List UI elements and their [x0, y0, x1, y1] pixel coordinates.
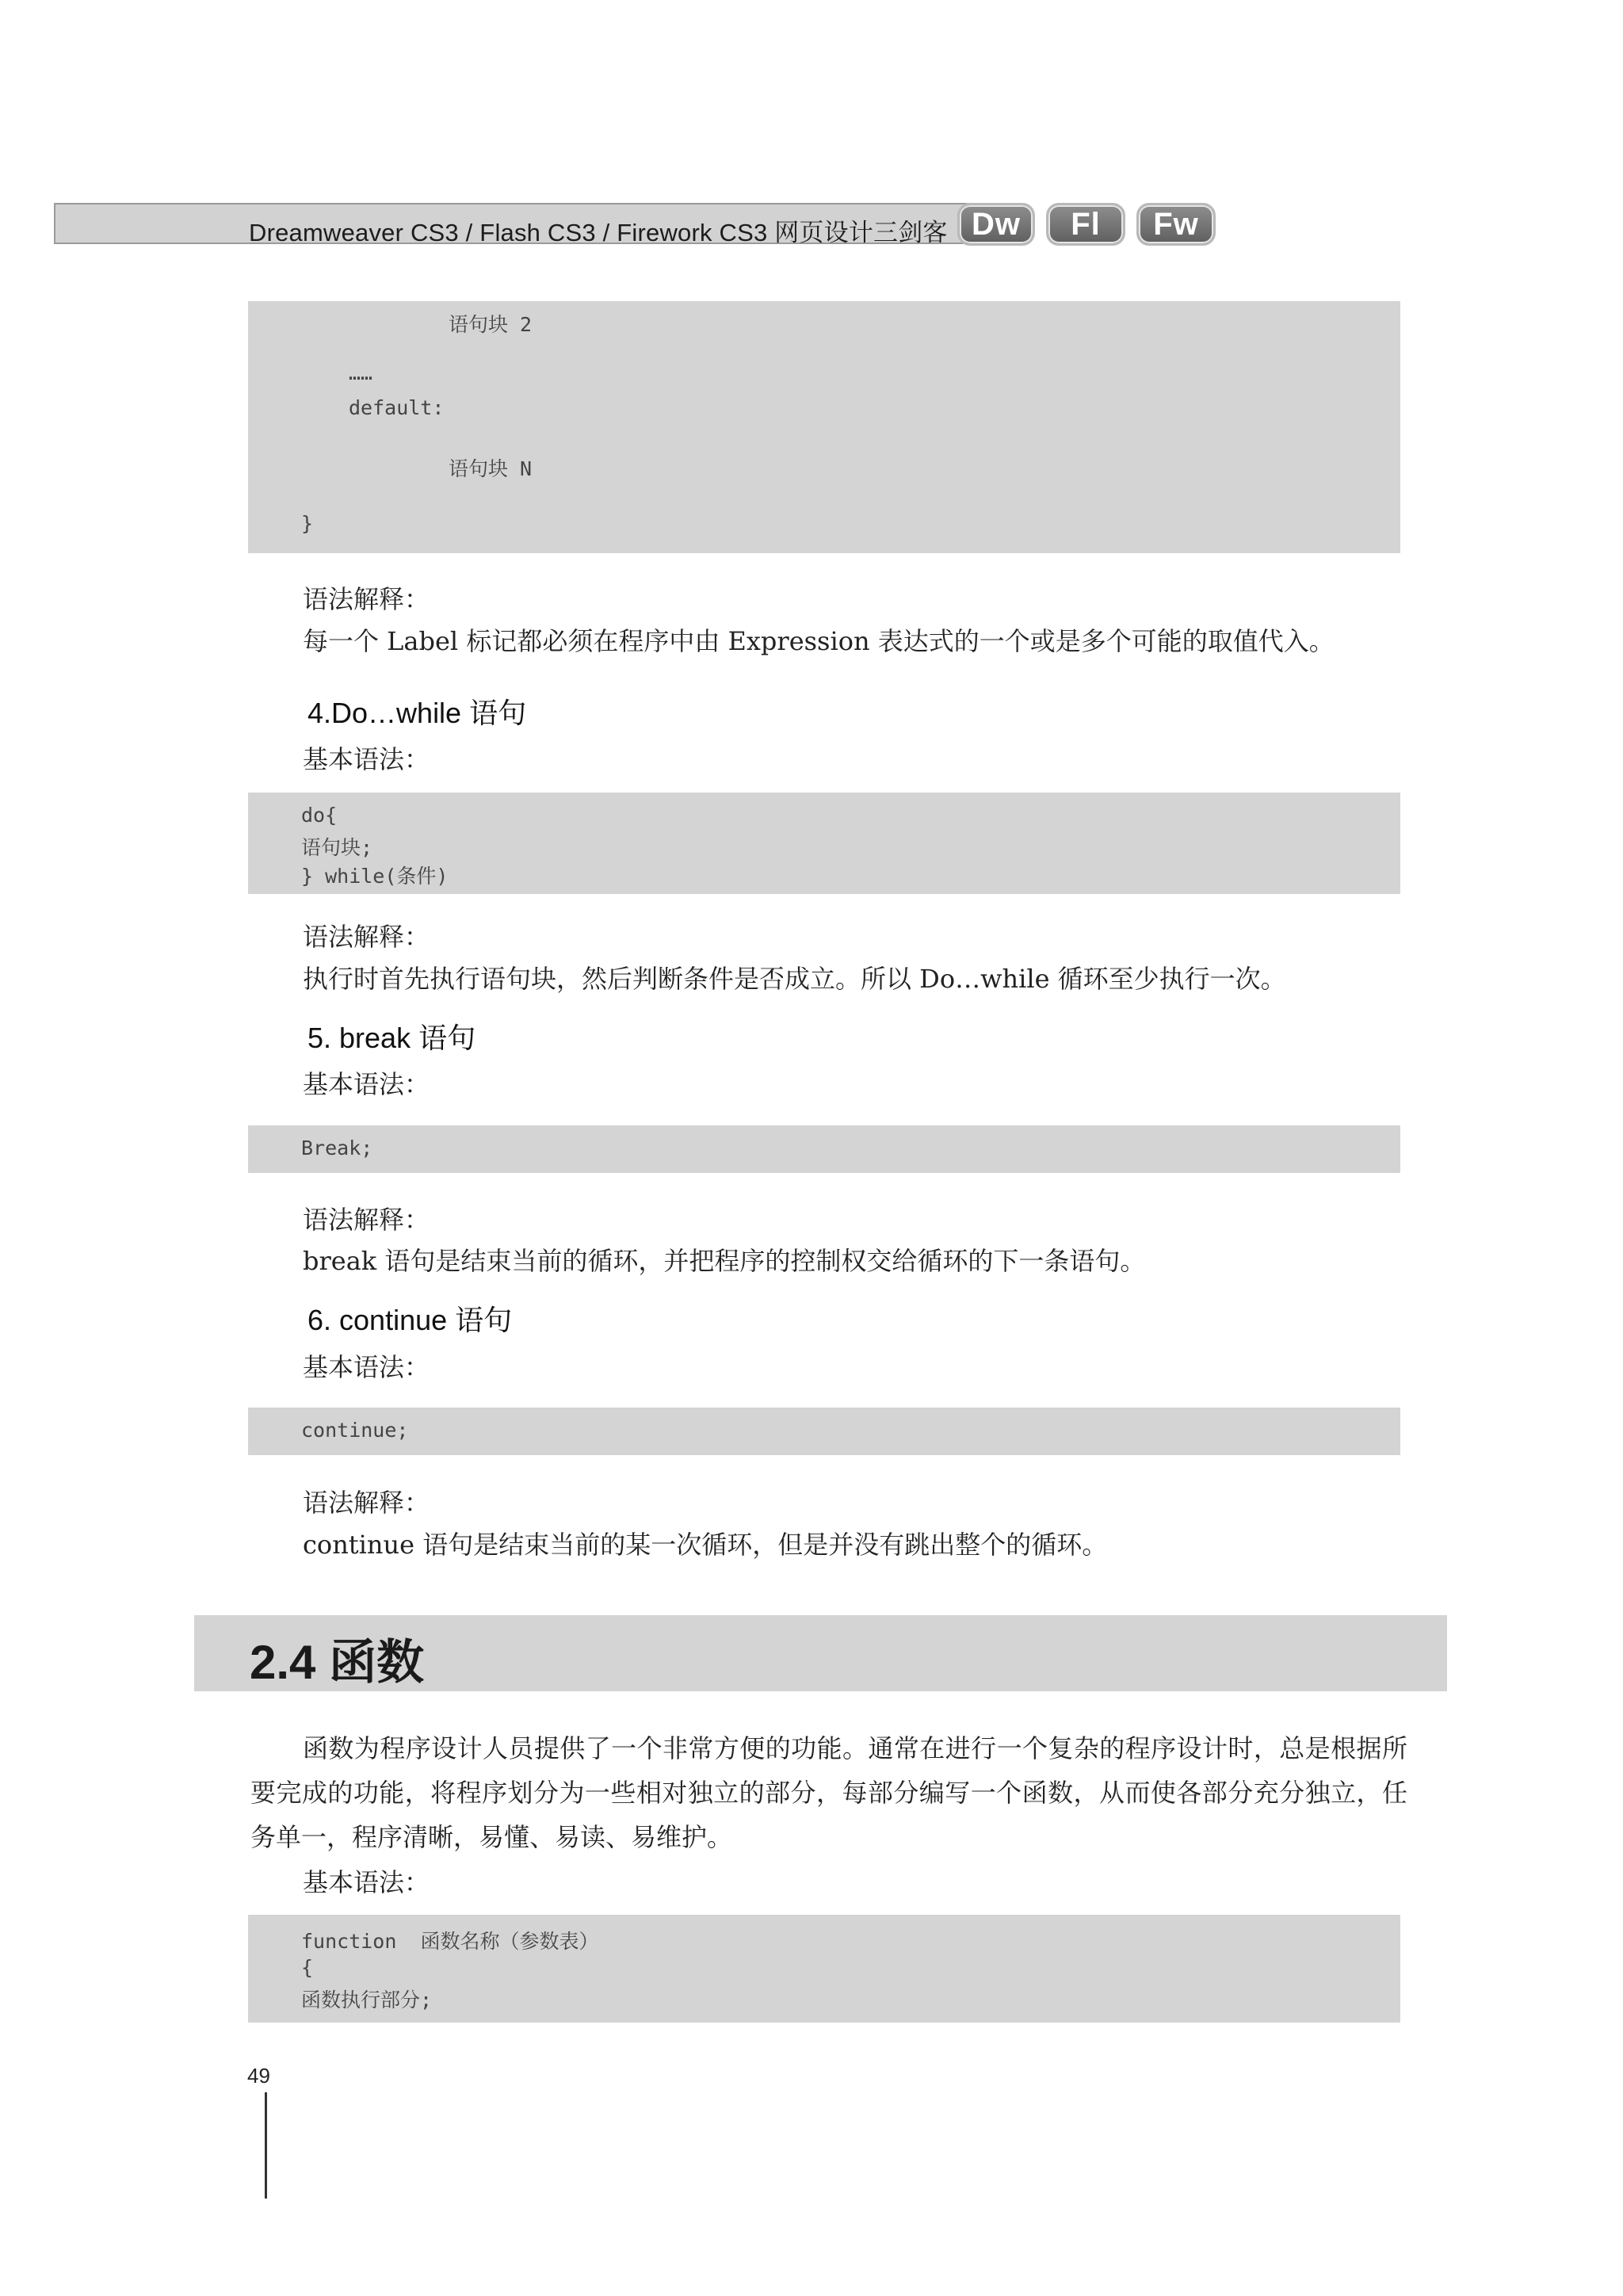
fireworks-badge-icon: Fw: [1136, 203, 1216, 246]
section-title: 2.4 函数: [250, 1636, 425, 1689]
continue-heading: 6. continue 语句: [307, 1304, 513, 1336]
code-line: do{: [301, 804, 338, 827]
product-badges: [957, 203, 1216, 247]
code-line: function 函数名称（参数表）: [301, 1930, 599, 1953]
code-line: 函数执行部分;: [301, 1988, 433, 2011]
flash-badge-icon: Fl: [1046, 203, 1125, 246]
section-paragraph: 函数为程序设计人员提供了一个非常方便的功能。通常在进行一个复杂的程序设计时，总是根据所要完成的功能，将程序划分为一些相对独立的部分，每部分编写一个函数，从而使各部分充分独立，任务单一，程序清晰，易懂、易读、易维护。: [250, 1733, 1407, 1852]
switch-explain-label: 语法解释：: [303, 584, 430, 614]
code-line: 语句块;: [301, 836, 373, 859]
code-line: } while(条件): [301, 865, 449, 888]
do-while-explain-label: 语法解释：: [303, 922, 430, 952]
do-while-code-block: [248, 793, 1400, 894]
code-line: 语句块 2: [449, 313, 533, 336]
code-line: ……: [349, 361, 373, 384]
continue-explain-text: continue 语句是结束当前的某一次循环，但是并没有跳出整个的循环。: [303, 1530, 1108, 1560]
page-number: 49: [247, 2064, 270, 2088]
running-header: [54, 203, 1220, 247]
code-line: continue;: [301, 1419, 409, 1442]
code-line: Break;: [301, 1137, 373, 1159]
switch-explain-text: 每一个 Label 标记都必须在程序中由 Expression 表达式的一个或是多个可能的取值代入。: [303, 626, 1335, 656]
continue-syntax-label: 基本语法：: [303, 1352, 430, 1382]
switch-code-block: [248, 301, 1400, 553]
do-while-heading: 4.Do…while 语句: [307, 697, 527, 729]
break-code-block: [248, 1125, 1400, 1173]
function-code-block: [248, 1915, 1400, 2023]
continue-explain-label: 语法解释：: [303, 1488, 430, 1518]
dreamweaver-badge-icon: Dw: [957, 203, 1035, 246]
code-line: {: [301, 1956, 314, 1979]
code-line: 语句块 N: [449, 457, 533, 480]
function-syntax-label: 基本语法：: [303, 1867, 430, 1897]
do-while-explain-text: 执行时首先执行语句块，然后判断条件是否成立。所以 Do…while 循环至少执行一次。: [303, 964, 1286, 994]
section-heading-bar: [194, 1615, 1447, 1691]
code-line: default:: [349, 396, 445, 419]
header-bar: [54, 203, 989, 244]
break-heading: 5. break 语句: [307, 1022, 476, 1054]
do-while-syntax-label: 基本语法：: [303, 744, 430, 774]
break-explain-label: 语法解释：: [303, 1205, 430, 1235]
break-explain-text: break 语句是结束当前的循环，并把程序的控制权交给循环的下一条语句。: [303, 1246, 1146, 1276]
continue-code-block: [248, 1408, 1400, 1455]
code-line: }: [301, 512, 314, 535]
break-syntax-label: 基本语法：: [303, 1069, 430, 1099]
page-number-rule: [265, 2092, 267, 2199]
book-title: Dreamweaver CS3 / Flash CS3 / Firework CS3 网页设计三剑客: [249, 219, 948, 246]
